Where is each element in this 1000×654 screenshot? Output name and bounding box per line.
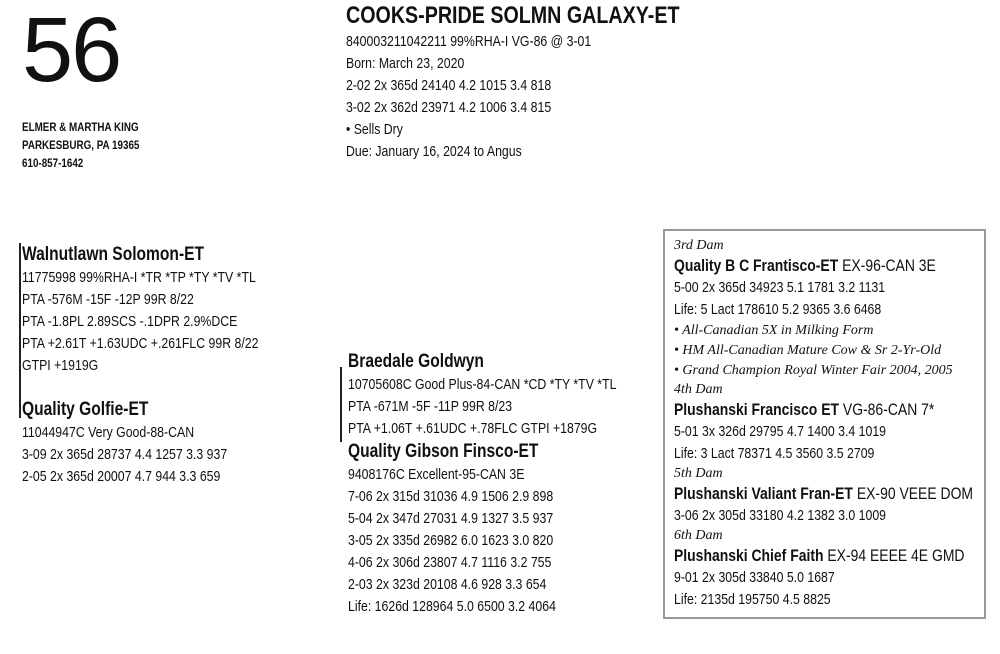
- mgs-block: [348, 350, 675, 440]
- dam-name: Quality Golfie-ET: [22, 399, 149, 420]
- animal-note: • Sells Dry: [346, 121, 403, 138]
- dam4-label: 4th Dam: [674, 382, 723, 397]
- consignor-phone: 610-857-1642: [22, 156, 84, 170]
- animal-id-line: 840003211042211 99%RHA-I VG-86 @ 3-01: [346, 33, 592, 50]
- dam6-name-line: [674, 545, 973, 567]
- sire-block: [22, 243, 310, 377]
- consignor-city: PARKESBURG, PA 19365: [22, 138, 140, 152]
- lot-number: 56: [22, 0, 121, 101]
- pedigree-bracket-left: [19, 243, 21, 418]
- dam5-record-1: 3-06 2x 305d 33180 4.2 1382 3.0 1009: [674, 507, 887, 524]
- mgs-name: Braedale Goldwyn: [348, 351, 484, 372]
- dam4-name-line: [674, 399, 973, 421]
- mgd-name: Quality Gibson Finsco-ET: [348, 441, 539, 462]
- dam3-record-1: 5-00 2x 365d 34923 5.1 1781 3.2 1131: [674, 279, 886, 296]
- dam6-class: EX-94 EEEE 4E GMD: [823, 546, 965, 565]
- mgd-line-1: 9408176C Excellent-95-CAN 3E: [348, 466, 525, 483]
- dam3-name-line: [674, 255, 973, 277]
- dam5-name: Plushanski Valiant Fran-ET: [674, 484, 853, 503]
- mgd-line-2: 7-06 2x 315d 31036 4.9 1506 2.9 898: [348, 488, 554, 505]
- dam3-class: EX-96-CAN 3E: [838, 256, 936, 275]
- mgs-line-1: 10705608C Good Plus-84-CAN *CD *TY *TV *TL: [348, 376, 617, 393]
- dam6-label: 6th Dam: [674, 528, 723, 543]
- dam5-label: 5th Dam: [674, 466, 723, 481]
- dam4-name: Plushanski Francisco ET: [674, 400, 840, 419]
- mgd-line-4: 3-05 2x 335d 26982 6.0 1623 3.0 820: [348, 532, 554, 549]
- dam3-label: 3rd Dam: [674, 238, 724, 253]
- dam6-record-1: 9-01 2x 305d 33840 5.0 1687: [674, 569, 835, 586]
- sire-line-3: PTA -1.8PL 2.89SCS -.1DPR 2.9%DCE: [22, 313, 238, 330]
- animal-block: [346, 3, 753, 163]
- sire-line-1: 11775998 99%RHA-I *TR *TP *TY *TV *TL: [22, 269, 256, 286]
- mgd-line-3: 5-04 2x 347d 27031 4.9 1327 3.5 937: [348, 510, 554, 527]
- sire-line-2: PTA -576M -15F -12P 99R 8/22: [22, 291, 194, 308]
- mgs-line-3: PTA +1.06T +.61UDC +.78FLC GTPI +1879G: [348, 420, 598, 437]
- pedigree-bracket-middle: [340, 367, 342, 442]
- mgs-line-2: PTA -671M -5F -11P 99R 8/23: [348, 398, 513, 415]
- mgd-line-6: 2-03 2x 323d 20108 4.6 928 3.3 654: [348, 576, 547, 593]
- dam4-record-1: 5-01 3x 326d 29795 4.7 1400 3.4 1019: [674, 423, 887, 440]
- dam3-note-1: • All-Canadian 5X in Milking Form: [674, 323, 874, 338]
- dam5-name-line: [674, 483, 973, 505]
- sire-line-5: GTPI +1919G: [22, 357, 99, 374]
- animal-born: Born: March 23, 2020: [346, 55, 465, 72]
- animal-due: Due: January 16, 2024 to Angus: [346, 143, 522, 160]
- mgd-line-7: Life: 1626d 128964 5.0 6500 3.2 4064: [348, 598, 556, 615]
- dam6-record-2: Life: 2135d 195750 4.5 8825: [674, 591, 831, 608]
- dam6-name: Plushanski Chief Faith: [674, 546, 824, 565]
- dam-family-box: [663, 229, 986, 619]
- mgd-line-5: 4-06 2x 306d 23807 4.7 1116 3.2 755: [348, 554, 552, 571]
- sire-line-4: PTA +2.61T +1.63UDC +.261FLC 99R 8/22: [22, 335, 259, 352]
- mgd-block: [348, 440, 602, 618]
- animal-name: COOKS-PRIDE SOLMN GALAXY-ET: [346, 2, 680, 29]
- animal-record-2: 3-02 2x 362d 23971 4.2 1006 3.4 815: [346, 99, 552, 116]
- dam4-class: VG-86-CAN 7*: [839, 400, 935, 419]
- dam3-name: Quality B C Frantisco-ET: [674, 256, 839, 275]
- dam-line-2: 3-09 2x 365d 28737 4.4 1257 3.3 937: [22, 446, 228, 463]
- dam3-record-2: Life: 5 Lact 178610 5.2 9365 3.6 6468: [674, 301, 882, 318]
- dam3-note-3: • Grand Champion Royal Winter Fair 2004, 2005: [674, 363, 953, 378]
- dam-block: [22, 398, 272, 488]
- animal-record-1: 2-02 2x 365d 24140 4.2 1015 3.4 818: [346, 77, 552, 94]
- dam-line-1: 11044947C Very Good-88-CAN: [22, 424, 195, 441]
- consignor-block: [22, 118, 165, 172]
- dam5-class: EX-90 VEEE DOM: [852, 484, 974, 503]
- dam4-record-2: Life: 3 Lact 78371 4.5 3560 3.5 2709: [674, 445, 875, 462]
- dam3-note-2: • HM All-Canadian Mature Cow & Sr 2-Yr-Old: [674, 343, 942, 358]
- dam-line-3: 2-05 2x 365d 20007 4.7 944 3.3 659: [22, 468, 221, 485]
- consignor-name: ELMER & MARTHA KING: [22, 120, 139, 134]
- sire-name: Walnutlawn Solomon-ET: [22, 244, 205, 265]
